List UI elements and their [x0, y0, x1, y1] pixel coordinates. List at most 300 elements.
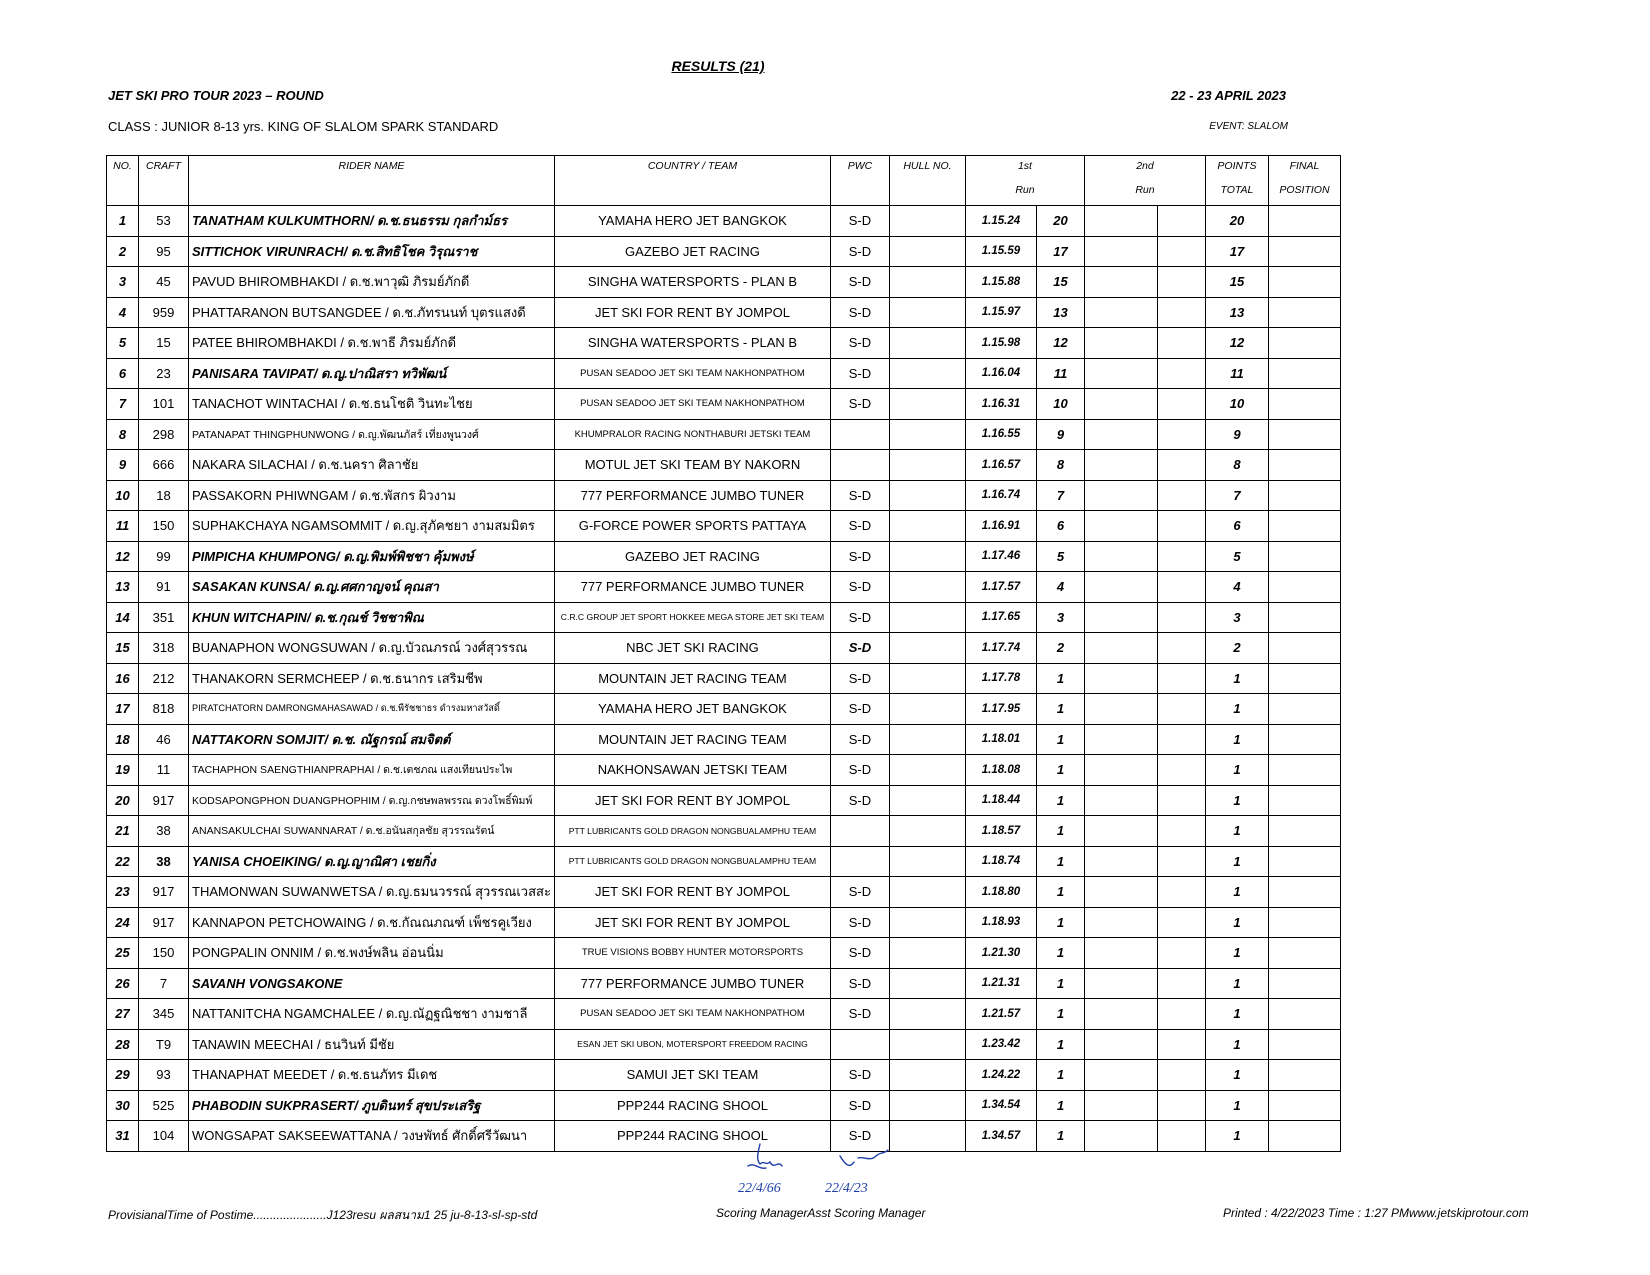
final-position	[1268, 694, 1340, 725]
run1-time: 1.15.98	[965, 328, 1036, 359]
craft-number: 298	[139, 419, 189, 450]
run2-points	[1157, 999, 1205, 1030]
row-number: 26	[107, 968, 139, 999]
run1-time: 1.34.57	[965, 1121, 1036, 1152]
run1-points: 11	[1036, 358, 1084, 389]
rider-name: NATTAKORN SOMJIT/ ด.ช. ณัฐกรณ์ สมจิตต์	[189, 724, 555, 755]
points-total: 1	[1205, 1029, 1268, 1060]
points-total: 1	[1205, 907, 1268, 938]
pwc-class: S-D	[830, 480, 889, 511]
rider-name: SUPHAKCHAYA NGAMSOMMIT / ด.ญ.สุภัคชยา งามสมมิตร	[189, 511, 555, 542]
col-header-hull: HULL NO.	[889, 156, 965, 206]
run2-points	[1157, 450, 1205, 481]
run1-points: 1	[1036, 1060, 1084, 1091]
run1-points: 8	[1036, 450, 1084, 481]
run2-points	[1157, 511, 1205, 542]
country-team: PUSAN SEADOO JET SKI TEAM NAKHONPATHOM	[554, 999, 830, 1030]
row-number: 2	[107, 236, 139, 267]
run1-time: 1.17.78	[965, 663, 1036, 694]
run1-time: 1.15.97	[965, 297, 1036, 328]
table-row	[107, 694, 1341, 725]
run2-points	[1157, 968, 1205, 999]
col-header-run1	[965, 156, 1084, 206]
run1-time: 1.17.57	[965, 572, 1036, 603]
hull-number	[889, 999, 965, 1030]
run1-points: 1	[1036, 785, 1084, 816]
hull-number	[889, 938, 965, 969]
row-number: 18	[107, 724, 139, 755]
final-position	[1268, 297, 1340, 328]
pwc-class: S-D	[830, 999, 889, 1030]
run2-points	[1157, 633, 1205, 664]
points-total: 4	[1205, 572, 1268, 603]
run2-time	[1084, 999, 1157, 1030]
country-team: 777 PERFORMANCE JUMBO TUNER	[554, 480, 830, 511]
country-team: JET SKI FOR RENT BY JOMPOL	[554, 877, 830, 908]
hull-number	[889, 694, 965, 725]
rider-name: PANISARA TAVIPAT/ ด.ญ.ปาณิสรา ทวิพัฒน์	[189, 358, 555, 389]
rider-name: PHABODIN SUKPRASERT/ ภูบดินทร์ สุขประเสริฐ	[189, 1090, 555, 1121]
run2-time	[1084, 572, 1157, 603]
run2-time	[1084, 1029, 1157, 1060]
run2-time	[1084, 358, 1157, 389]
points-total: 1	[1205, 938, 1268, 969]
table-row	[107, 999, 1341, 1030]
final-position	[1268, 1090, 1340, 1121]
class-line: CLASS : JUNIOR 8-13 yrs. KING OF SLALOM SPARK STANDARD	[108, 119, 499, 134]
run2-time	[1084, 206, 1157, 237]
hull-number	[889, 419, 965, 450]
footer-printed: Printed : 4/22/2023 Time : 1:27 PMwww.jetskiprotour.com	[1223, 1206, 1529, 1220]
run2-time	[1084, 450, 1157, 481]
rider-name: PATEE BHIROMBHAKDI / ด.ช.พาธี ภิรมย์ภักดี	[189, 328, 555, 359]
craft-number: 11	[139, 755, 189, 786]
rider-name: SAVANH VONGSAKONE	[189, 968, 555, 999]
run2-points	[1157, 236, 1205, 267]
points-total: 2	[1205, 633, 1268, 664]
table-row	[107, 877, 1341, 908]
rider-name: TANAWIN MEECHAI / ธนวินท์ มีชัย	[189, 1029, 555, 1060]
points-total: 1	[1205, 1060, 1268, 1091]
row-number: 30	[107, 1090, 139, 1121]
craft-number: 525	[139, 1090, 189, 1121]
row-number: 24	[107, 907, 139, 938]
run1-points: 1	[1036, 846, 1084, 877]
craft-number: 345	[139, 999, 189, 1030]
row-number: 1	[107, 206, 139, 237]
run1-bottom-label: Run	[1015, 184, 1035, 196]
run1-time: 1.16.04	[965, 358, 1036, 389]
run1-points: 10	[1036, 389, 1084, 420]
run2-points	[1157, 1029, 1205, 1060]
table-row	[107, 785, 1341, 816]
pwc-class: S-D	[830, 1090, 889, 1121]
table-row	[107, 755, 1341, 786]
row-number: 27	[107, 999, 139, 1030]
hull-number	[889, 785, 965, 816]
run2-points	[1157, 297, 1205, 328]
points-total: 1	[1205, 785, 1268, 816]
hull-number	[889, 541, 965, 572]
pwc-class	[830, 450, 889, 481]
table-header-row	[107, 156, 1341, 206]
run1-points: 13	[1036, 297, 1084, 328]
run1-time: 1.15.24	[965, 206, 1036, 237]
points-total: 1	[1205, 694, 1268, 725]
country-team: C.R.C GROUP JET SPORT HOKKEE MEGA STORE JET SKI TEAM	[554, 602, 830, 633]
points-total: 1	[1205, 1090, 1268, 1121]
final-position	[1268, 846, 1340, 877]
pwc-class: S-D	[830, 663, 889, 694]
footer-provisional: ProvisianalTime of Postime......................J123resu ผลสนาม1 25 ju-8-13-sl-sp-std	[108, 1208, 538, 1222]
row-number: 17	[107, 694, 139, 725]
final-position	[1268, 541, 1340, 572]
hull-number	[889, 206, 965, 237]
points-total: 1	[1205, 724, 1268, 755]
rider-name: SITTICHOK VIRUNRACH/ ด.ช.สิทธิโชค วิรุณราช	[189, 236, 555, 267]
rider-name: YANISA CHOEIKING/ ด.ญ.ญาณิศา เชยกิ่ง	[189, 846, 555, 877]
points-total: 11	[1205, 358, 1268, 389]
craft-number: 318	[139, 633, 189, 664]
run1-time: 1.15.88	[965, 267, 1036, 298]
table-row	[107, 938, 1341, 969]
row-number: 16	[107, 663, 139, 694]
pwc-class: S-D	[830, 297, 889, 328]
rider-name: THANAKORN SERMCHEEP / ด.ช.ธนากร เสริมชีพ	[189, 663, 555, 694]
hull-number	[889, 602, 965, 633]
run1-time: 1.16.31	[965, 389, 1036, 420]
run2-time	[1084, 724, 1157, 755]
pwc-class: S-D	[830, 1060, 889, 1091]
table-row	[107, 816, 1341, 847]
final-top-label: FINAL	[1289, 160, 1320, 172]
pwc-class: S-D	[830, 633, 889, 664]
hull-number	[889, 358, 965, 389]
hull-number	[889, 1060, 965, 1091]
pwc-class: S-D	[830, 267, 889, 298]
run2-time	[1084, 236, 1157, 267]
run1-time: 1.18.74	[965, 846, 1036, 877]
table-row	[107, 846, 1341, 877]
row-number: 10	[107, 480, 139, 511]
points-total: 8	[1205, 450, 1268, 481]
pwc-class: S-D	[830, 938, 889, 969]
table-row	[107, 1060, 1341, 1091]
craft-number: 818	[139, 694, 189, 725]
run2-points	[1157, 1060, 1205, 1091]
country-team: SINGHA WATERSPORTS - PLAN B	[554, 328, 830, 359]
run2-points	[1157, 816, 1205, 847]
rider-name: WONGSAPAT SAKSEEWATTANA / วงษพัทธ์ ศักดิ์ศรีวัฒนา	[189, 1121, 555, 1152]
rider-name: TANATHAM KULKUMTHORN/ ด.ช.ธนธรรม กุลกำม์ธร	[189, 206, 555, 237]
craft-number: 15	[139, 328, 189, 359]
row-number: 8	[107, 419, 139, 450]
run2-points	[1157, 785, 1205, 816]
run2-time	[1084, 1090, 1157, 1121]
row-number: 5	[107, 328, 139, 359]
run1-time: 1.17.74	[965, 633, 1036, 664]
run2-points	[1157, 206, 1205, 237]
hull-number	[889, 846, 965, 877]
row-number: 29	[107, 1060, 139, 1091]
points-total: 17	[1205, 236, 1268, 267]
craft-number: 212	[139, 663, 189, 694]
points-total: 1	[1205, 999, 1268, 1030]
col-header-points	[1205, 156, 1268, 206]
country-team: 777 PERFORMANCE JUMBO TUNER	[554, 968, 830, 999]
final-position	[1268, 663, 1340, 694]
craft-number: 95	[139, 236, 189, 267]
run1-points: 1	[1036, 968, 1084, 999]
run2-time	[1084, 663, 1157, 694]
final-position	[1268, 1029, 1340, 1060]
row-number: 20	[107, 785, 139, 816]
run2-time	[1084, 602, 1157, 633]
final-position	[1268, 907, 1340, 938]
run2-time	[1084, 511, 1157, 542]
run1-time: 1.18.44	[965, 785, 1036, 816]
row-number: 21	[107, 816, 139, 847]
run1-points: 1	[1036, 724, 1084, 755]
pwc-class	[830, 1029, 889, 1060]
run2-points	[1157, 602, 1205, 633]
run2-time	[1084, 907, 1157, 938]
table-row	[107, 1029, 1341, 1060]
points-total: 15	[1205, 267, 1268, 298]
final-position	[1268, 572, 1340, 603]
rider-name: PIRATCHATORN DAMRONGMAHASAWAD / ด.ช.พีรัชชาธร ดำรงมหาสวัสดิ์	[189, 694, 555, 725]
run2-points	[1157, 328, 1205, 359]
hull-number	[889, 663, 965, 694]
craft-number: 38	[139, 816, 189, 847]
run2-time	[1084, 541, 1157, 572]
run2-points	[1157, 358, 1205, 389]
run1-points: 2	[1036, 633, 1084, 664]
run1-points: 20	[1036, 206, 1084, 237]
rider-name: SASAKAN KUNSA/ ด.ญ.ศศกาญจน์ คุณสา	[189, 572, 555, 603]
run1-points: 7	[1036, 480, 1084, 511]
run2-time	[1084, 816, 1157, 847]
run2-points	[1157, 1121, 1205, 1152]
hull-number	[889, 877, 965, 908]
country-team: SINGHA WATERSPORTS - PLAN B	[554, 267, 830, 298]
craft-number: 917	[139, 907, 189, 938]
table-row	[107, 663, 1341, 694]
col-header-pwc: PWC	[830, 156, 889, 206]
country-team: NAKHONSAWAN JETSKI TEAM	[554, 755, 830, 786]
rider-name: PONGPALIN ONNIM / ด.ช.พงษ์พลิน อ่อนนิ่ม	[189, 938, 555, 969]
run2-time	[1084, 328, 1157, 359]
run1-points: 1	[1036, 1090, 1084, 1121]
hull-number	[889, 511, 965, 542]
table-row	[107, 206, 1341, 237]
signature-date-1: 22/4/66	[738, 1181, 781, 1196]
run1-points: 9	[1036, 419, 1084, 450]
craft-number: 18	[139, 480, 189, 511]
col-header-rider: RIDER NAME	[189, 156, 555, 206]
points-total: 13	[1205, 297, 1268, 328]
signature-2-stroke	[840, 1150, 888, 1165]
craft-number: 104	[139, 1121, 189, 1152]
country-team: G-FORCE POWER SPORTS PATTAYA	[554, 511, 830, 542]
pwc-class	[830, 816, 889, 847]
run2-time	[1084, 877, 1157, 908]
country-team: JET SKI FOR RENT BY JOMPOL	[554, 907, 830, 938]
pwc-class: S-D	[830, 877, 889, 908]
hull-number	[889, 755, 965, 786]
rider-name: TACHAPHON SAENGTHIANPRAPHAI / ด.ช.เตชภณ แสงเทียนประไพ	[189, 755, 555, 786]
points-total: 1	[1205, 663, 1268, 694]
table-row	[107, 511, 1341, 542]
row-number: 15	[107, 633, 139, 664]
run2-top-label: 2nd	[1136, 160, 1154, 172]
final-position	[1268, 755, 1340, 786]
final-position	[1268, 206, 1340, 237]
rider-name: KHUN WITCHAPIN/ ด.ช.กุณช์ วิชชาพิณ	[189, 602, 555, 633]
run2-points	[1157, 755, 1205, 786]
run2-points	[1157, 724, 1205, 755]
event-date: 22 - 23 APRIL 2023	[1171, 88, 1286, 103]
run1-points: 1	[1036, 663, 1084, 694]
points-total: 6	[1205, 511, 1268, 542]
row-number: 9	[107, 450, 139, 481]
run2-time	[1084, 938, 1157, 969]
row-number: 6	[107, 358, 139, 389]
row-number: 28	[107, 1029, 139, 1060]
run1-points: 1	[1036, 1121, 1084, 1152]
table-row	[107, 541, 1341, 572]
points-total: 1	[1205, 846, 1268, 877]
country-team: SAMUI JET SKI TEAM	[554, 1060, 830, 1091]
table-row	[107, 907, 1341, 938]
run1-points: 4	[1036, 572, 1084, 603]
table-row	[107, 328, 1341, 359]
points-total: 3	[1205, 602, 1268, 633]
run1-time: 1.21.31	[965, 968, 1036, 999]
final-position	[1268, 358, 1340, 389]
craft-number: 917	[139, 877, 189, 908]
hull-number	[889, 1029, 965, 1060]
craft-number: 46	[139, 724, 189, 755]
run2-points	[1157, 572, 1205, 603]
rider-name: TANACHOT WINTACHAI / ด.ช.ธนโชติ วินทะไชย	[189, 389, 555, 420]
run2-points	[1157, 389, 1205, 420]
final-position	[1268, 999, 1340, 1030]
table-row	[107, 480, 1341, 511]
col-header-no: NO.	[107, 156, 139, 206]
run1-points: 5	[1036, 541, 1084, 572]
run1-time: 1.24.22	[965, 1060, 1036, 1091]
run1-time: 1.18.01	[965, 724, 1036, 755]
pwc-class: S-D	[830, 724, 889, 755]
run2-time	[1084, 633, 1157, 664]
points-top-label: POINTS	[1217, 160, 1257, 172]
run2-points	[1157, 480, 1205, 511]
points-total: 12	[1205, 328, 1268, 359]
rider-name: PAVUD BHIROMBHAKDI / ด.ช.พาวุฒิ ภิรมย์ภักดี	[189, 267, 555, 298]
final-position	[1268, 968, 1340, 999]
run1-points: 1	[1036, 938, 1084, 969]
col-header-team: COUNTRY / TEAM	[554, 156, 830, 206]
run2-time	[1084, 785, 1157, 816]
run1-time: 1.18.80	[965, 877, 1036, 908]
rider-name: PATANAPAT THINGPHUNWONG / ด.ญ.พัฒนภัสร์ เที่ยงพูนวงศ์	[189, 419, 555, 450]
pwc-class: S-D	[830, 602, 889, 633]
points-total: 1	[1205, 968, 1268, 999]
run2-bottom-label: Run	[1135, 184, 1155, 196]
run1-time: 1.16.91	[965, 511, 1036, 542]
country-team: JET SKI FOR RENT BY JOMPOL	[554, 297, 830, 328]
signature-1-underline	[748, 1165, 766, 1168]
hull-number	[889, 968, 965, 999]
hull-number	[889, 450, 965, 481]
points-total: 9	[1205, 419, 1268, 450]
pwc-class	[830, 419, 889, 450]
country-team: PTT LUBRICANTS GOLD DRAGON NONGBUALAMPHU TEAM	[554, 816, 830, 847]
craft-number: 101	[139, 389, 189, 420]
rider-name: ANANSAKULCHAI SUWANNARAT / ด.ช.อนันสกุลชัย สุวรรณรัตน์	[189, 816, 555, 847]
final-position	[1268, 724, 1340, 755]
row-number: 31	[107, 1121, 139, 1152]
run2-time	[1084, 389, 1157, 420]
pwc-class: S-D	[830, 968, 889, 999]
pwc-class: S-D	[830, 694, 889, 725]
country-team: 777 PERFORMANCE JUMBO TUNER	[554, 572, 830, 603]
results-table	[106, 155, 1341, 1152]
run1-time: 1.17.46	[965, 541, 1036, 572]
handwritten-signatures	[730, 1140, 930, 1210]
country-team: TRUE VISIONS BOBBY HUNTER MOTORSPORTS	[554, 938, 830, 969]
pwc-class: S-D	[830, 358, 889, 389]
final-position	[1268, 328, 1340, 359]
craft-number: 38	[139, 846, 189, 877]
pwc-class: S-D	[830, 755, 889, 786]
pwc-class: S-D	[830, 511, 889, 542]
run1-points: 6	[1036, 511, 1084, 542]
country-team: MOUNTAIN JET RACING TEAM	[554, 663, 830, 694]
craft-number: 53	[139, 206, 189, 237]
run2-points	[1157, 541, 1205, 572]
final-position	[1268, 267, 1340, 298]
pwc-class	[830, 846, 889, 877]
hull-number	[889, 816, 965, 847]
run1-points: 1	[1036, 1029, 1084, 1060]
final-position	[1268, 1060, 1340, 1091]
run1-time: 1.18.08	[965, 755, 1036, 786]
hull-number	[889, 480, 965, 511]
run2-points	[1157, 419, 1205, 450]
points-total: 1	[1205, 877, 1268, 908]
run2-points	[1157, 267, 1205, 298]
table-body	[107, 206, 1341, 1152]
country-team: YAMAHA HERO JET BANGKOK	[554, 694, 830, 725]
final-position	[1268, 511, 1340, 542]
points-total: 5	[1205, 541, 1268, 572]
pwc-class: S-D	[830, 328, 889, 359]
final-position	[1268, 602, 1340, 633]
points-total: 10	[1205, 389, 1268, 420]
rider-name: PIMPICHA KHUMPONG/ ด.ญ.พิมพ์พิชชา คุ้มพงษ์	[189, 541, 555, 572]
rider-name: KODSAPONGPHON DUANGPHOPHIM / ด.ญ.กชษพลพรรณ ดวงโพธิ์พิมพ์	[189, 785, 555, 816]
table-row	[107, 1121, 1341, 1152]
run1-points: 15	[1036, 267, 1084, 298]
hull-number	[889, 328, 965, 359]
rider-name: KANNAPON PETCHOWAING / ด.ช.กัณณภณฑ์ เพ็ชรคูเวียง	[189, 907, 555, 938]
table-row	[107, 572, 1341, 603]
run1-time: 1.15.59	[965, 236, 1036, 267]
hull-number	[889, 1090, 965, 1121]
craft-number: 150	[139, 511, 189, 542]
